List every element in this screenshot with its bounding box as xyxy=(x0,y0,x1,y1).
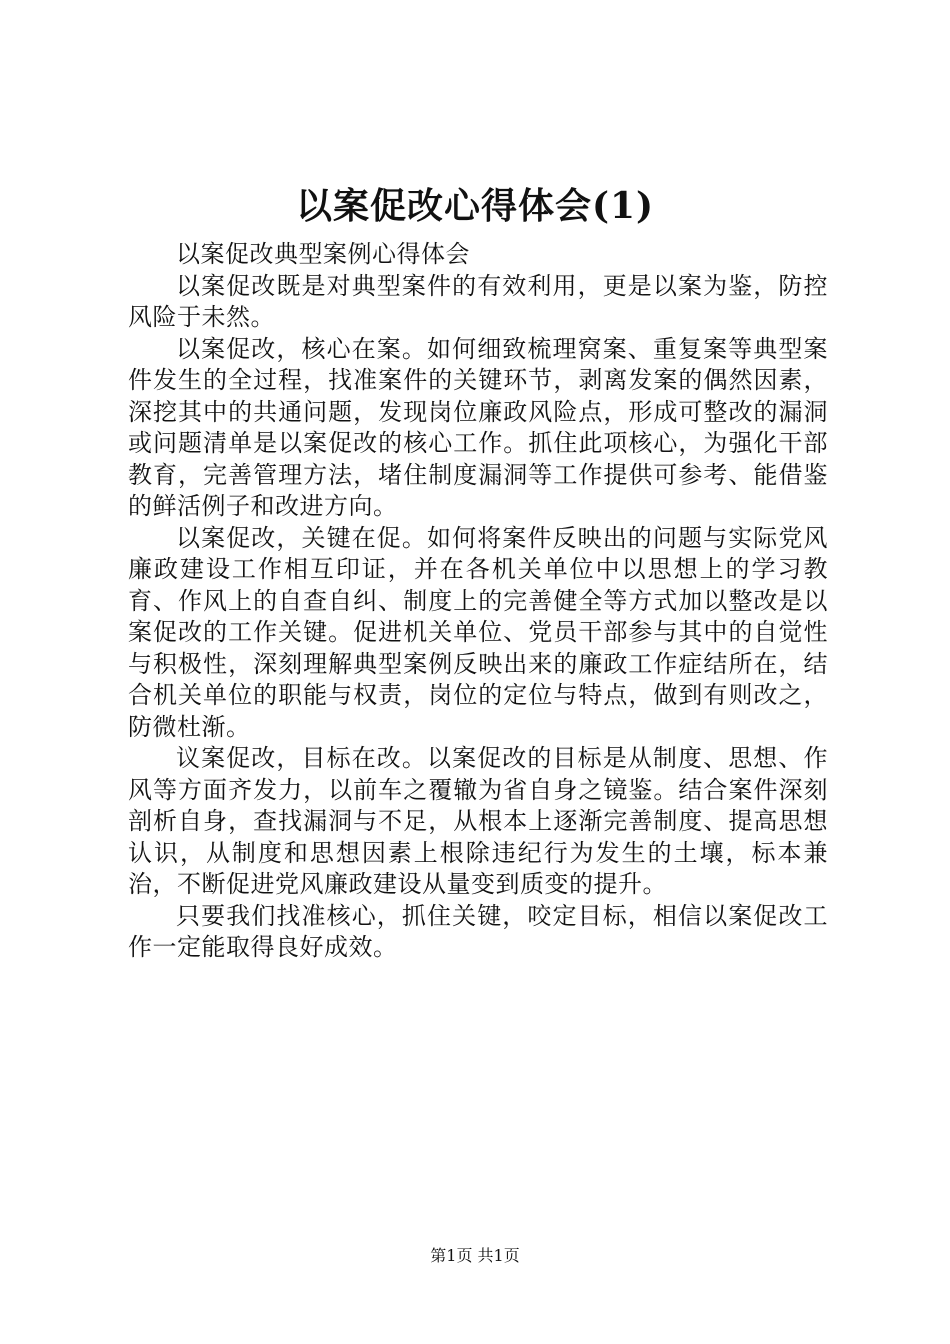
document-body xyxy=(128,239,828,964)
intro-paragraph: 以案促改既是对典型案件的有效利用，更是以案为鉴，防控风险于未然。 xyxy=(128,271,828,331)
conclusion-paragraph: 只要我们找准核心，抓住关键，咬定目标，相信以案促改工作一定能取得良好成效。 xyxy=(128,901,828,961)
subtitle-paragraph: 以案促改典型案例心得体会 xyxy=(176,240,470,268)
document-title: 以案促改心得体会(1) xyxy=(295,185,655,227)
core-paragraph: 以案促改，核心在案。如何细致梳理窝案、重复案等典型案件发生的全过程，找准案件的关键环节，剥离发案的偶然因素，深挖其中的共通问题，发现岗位廉政风险点，形成可整改的漏洞或问题清单是以案促改的核心工作。抓住此项核心，为强化干部教育，完善管理方法，堵住制度漏洞等工作提供可参考、能借鉴的鲜活例子和改进方向。 xyxy=(128,334,828,520)
page-footer: 第1页 共1页 xyxy=(430,1246,520,1265)
key-paragraph: 以案促改，关键在促。如何将案件反映出的问题与实际党风廉政建设工作相互印证，并在各机关单位中以思想上的学习教育、作风上的自查自纠、制度上的完善健全等方式加以整改是以案促改的工作关键。促进机关单位、党员干部参与其中的自觉性与积极性，深刻理解典型案例反映出来的廉政工作症结所在，结合机关单位的职能与权责，岗位的定位与特点，做到有则改之，防微杜渐。 xyxy=(128,523,828,741)
goal-paragraph: 议案促改，目标在改。以案促改的目标是从制度、思想、作风等方面齐发力，以前车之覆辙为省自身之镜鉴。结合案件深刻剖析自身，查找漏洞与不足，从根本上逐渐完善制度、提高思想认识，从制度和思想因素上根除违纪行为发生的土壤，标本兼治，不断促进党风廉政建设从量变到质变的提升。 xyxy=(128,744,828,898)
